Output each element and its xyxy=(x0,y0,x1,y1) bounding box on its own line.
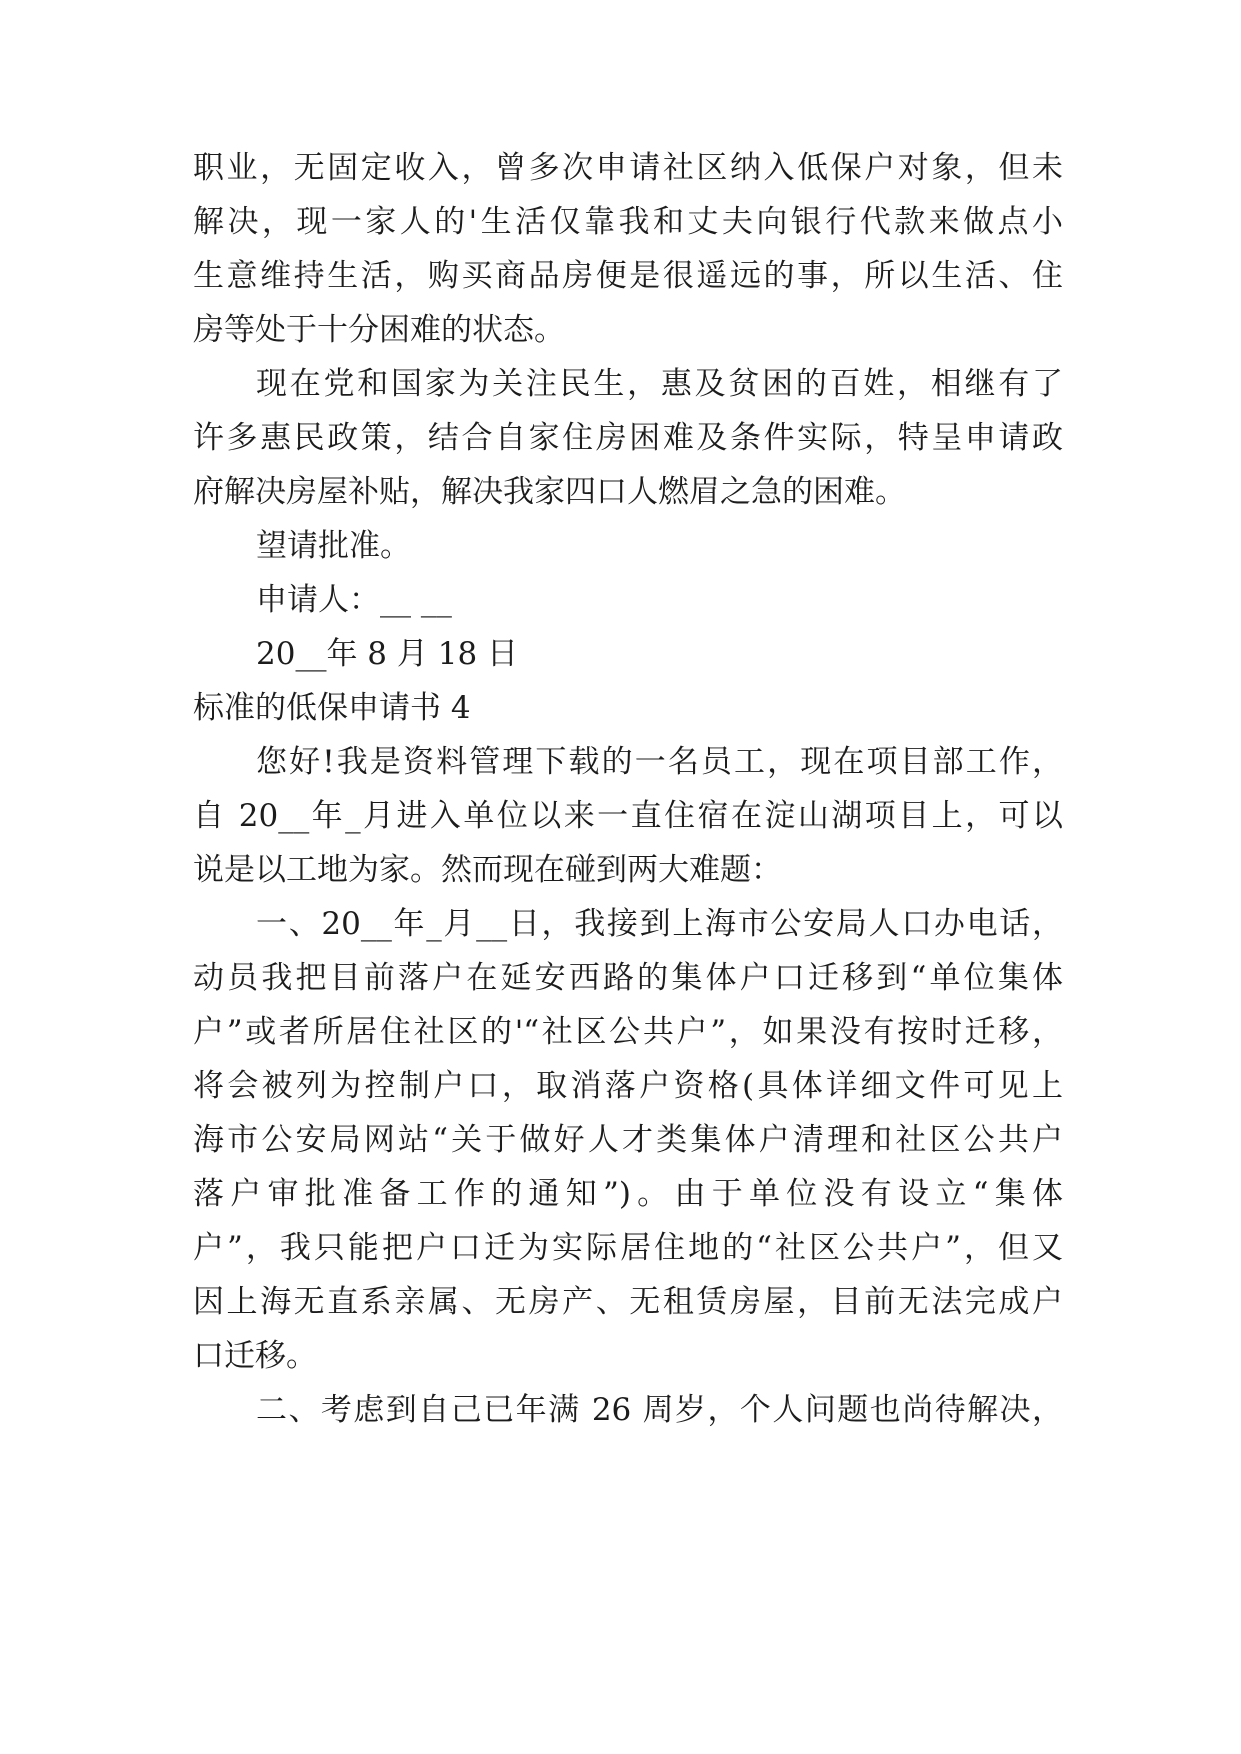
paragraph-line: 将会被列为控制户口，取消落户资格(具体详细文件可见上 xyxy=(193,1068,1063,1104)
paragraph-line: 府解决房屋补贴，解决我家四口人燃眉之急的困难。 xyxy=(193,474,906,510)
paragraph-line: 说是以工地为家。然而现在碰到两大难题： xyxy=(193,852,782,888)
paragraph-line: 口迁移。 xyxy=(193,1338,317,1374)
paragraph-line: 户”，我只能把户口迁为实际居住地的“社区公共户”，但又 xyxy=(193,1230,1063,1266)
paragraph-line: 您好!我是资料管理下载的一名员工，现在项目部工作， xyxy=(256,744,1063,780)
paragraph-line: 因上海无直系亲属、无房产、无租赁房屋，目前无法完成户 xyxy=(193,1284,1063,1320)
paragraph-line: 落户审批准备工作的通知”)。由于单位没有设立“集体 xyxy=(193,1176,1063,1212)
paragraph-line: 海市公安局网站“关于做好人才类集体户清理和社区公共户 xyxy=(193,1122,1063,1158)
paragraph-line: 现在党和国家为关注民生，惠及贫困的百姓，相继有了 xyxy=(256,366,1063,402)
date-line: 20__年 8 月 18 日 xyxy=(256,636,519,672)
paragraph-line: 许多惠民政策，结合自家住房困难及条件实际，特呈申请政 xyxy=(193,420,1063,456)
applicant-signature-line: 申请人：__ __ xyxy=(256,582,452,618)
section-heading: 标准的低保申请书 4 xyxy=(193,690,471,726)
paragraph-line: 生意维持生活，购买商品房便是很遥远的事，所以生活、住 xyxy=(193,258,1063,294)
paragraph-line: 户”或者所居住社区的'“社区公共户”，如果没有按时迁移， xyxy=(193,1014,1063,1050)
paragraph-line: 一、20__年_月__日，我接到上海市公安局人口办电话， xyxy=(256,906,1063,942)
paragraph-line: 职业，无固定收入，曾多次申请社区纳入低保户对象，但未 xyxy=(193,150,1063,186)
paragraph-line: 二、考虑到自己已年满 26 周岁，个人问题也尚待解决， xyxy=(256,1392,1063,1428)
paragraph-line: 动员我把目前落户在延安西路的集体户口迁移到“单位集体 xyxy=(193,960,1063,996)
closing-request: 望请批准。 xyxy=(256,528,411,564)
paragraph-line: 解决，现一家人的'生活仅靠我和丈夫向银行代款来做点小 xyxy=(193,204,1063,240)
paragraph-line: 房等处于十分困难的状态。 xyxy=(193,312,565,348)
paragraph-line: 自 20__年_月进入单位以来一直住宿在淀山湖项目上，可以 xyxy=(193,798,1063,834)
